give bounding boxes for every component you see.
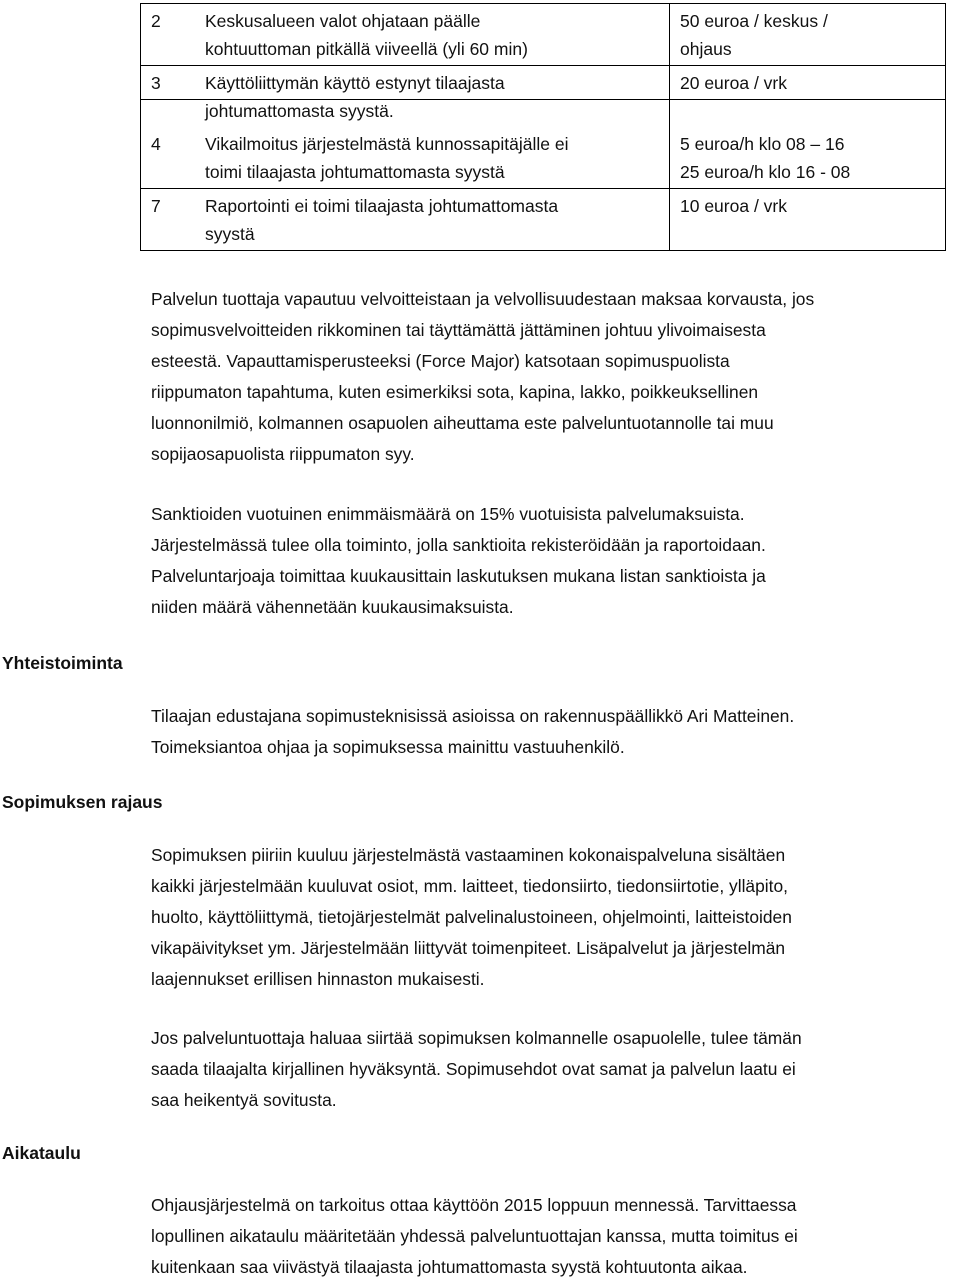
- table-row: [141, 4, 946, 66]
- section-label-yhteistoiminta: Yhteistoiminta: [2, 653, 123, 673]
- table-row: [141, 66, 946, 100]
- table-row: [141, 189, 946, 251]
- row-description: Keskusalueen valot ohjataan päälle kohtuuttoman pitkällä viiveellä (yli 60 min): [195, 4, 670, 66]
- section-label-aikataulu: Aikataulu: [2, 1143, 81, 1163]
- row-fee: 10 euroa / vrk: [670, 189, 946, 251]
- row-description: Vikailmoitus järjestelmästä kunnossapitäjälle ei toimi tilaajasta johtumattomasta syystä: [195, 100, 670, 189]
- row-description: Raportointi ei toimi tilaajasta johtumattomasta syystä: [195, 189, 670, 251]
- row-number: 2: [141, 4, 196, 66]
- sopimuksen-rajaus-paragraph-1: Sopimuksen piiriin kuuluu järjestelmästä vastaaminen kokonaispalveluna sisältäen kaikki järjestelmään kuuluvat osiot, mm. laitteet, tiedonsiirto, tiedonsiirtotie, ylläpito, huolto, käyttöliittymä, tietojärjestelmät palvelinalustoineen, ohjelmointi, laitteistoiden vikapäivitykset ym. Järjestelmään liittyvät toimenpiteet. Lisäpalvelut ja järjestelmän laajennukset erillisen hinnaston mukaisesti.: [151, 845, 792, 989]
- section-label-sopimuksen-rajaus: Sopimuksen rajaus: [2, 792, 163, 812]
- row-number: 4: [141, 100, 196, 189]
- row-fee: 50 euroa / keskus / ohjaus: [670, 4, 946, 66]
- row-description: Käyttöliittymän käyttö estynyt tilaajasta johtumattomasta syystä.: [195, 66, 670, 100]
- aikataulu-paragraph: Ohjausjärjestelmä on tarkoitus ottaa käyttöön 2015 loppuun mennessä. Tarvittaessa lopullinen aikataulu määritetään yhdessä palveluntuottajan kanssa, mutta toimitus ei kuitenkaan saa viivästyä tilaajasta johtumattomasta syystä kohtuutonta aikaa.: [151, 1195, 798, 1277]
- sanctions-table: [140, 3, 946, 251]
- row-fee: 5 euroa/h klo 08 – 16 25 euroa/h klo 16 - 08: [670, 100, 946, 189]
- force-majeure-paragraph: Palvelun tuottaja vapautuu velvoitteistaan ja velvollisuudestaan maksaa korvausta, jos sopimusvelvoitteiden rikkominen tai täyttämättä jättäminen johtuu ylivoimaisesta esteestä. Vapauttamisperusteeksi (Force Major) katsotaan sopimuspuolista riippumaton tapahtuma, kuten esimerkiksi sota, kapina, lakko, poikkeuksellinen luonnonilmiö, kolmannen osapuolen aiheuttama este palveluntuotannolle tai muu sopijaosapuolista riippumaton syy.: [151, 289, 815, 464]
- row-fee: 20 euroa / vrk: [670, 66, 946, 100]
- row-number: 7: [141, 189, 196, 251]
- sanction-limits-paragraph: Sanktioiden vuotuinen enimmäismäärä on 15% vuotuisista palvelumaksuista. Järjestelmässä tulee olla toiminto, jolla sanktioita rekisteröidään ja raportoidaan. Palveluntarjoaja toimittaa kuukausittain laskutuksen mukana listan sanktioista ja niiden määrä vähennetään kuukausimaksuista.: [151, 504, 766, 617]
- row-number: 3: [141, 66, 196, 100]
- yhteistoiminta-paragraph: Tilaajan edustajana sopimusteknisissä asioissa on rakennuspäällikkö Ari Matteinen. Toimeksiantoa ohjaa ja sopimuksessa mainittu vastuuhenkilö.: [151, 706, 795, 757]
- sopimuksen-rajaus-paragraph-2: Jos palveluntuottaja haluaa siirtää sopimuksen kolmannelle osapuolelle, tulee tämän saada tilaajalta kirjallinen hyväksyntä. Sopimusehdot ovat samat ja palvelun laatu ei saa heikentyä sovitusta.: [151, 1028, 802, 1110]
